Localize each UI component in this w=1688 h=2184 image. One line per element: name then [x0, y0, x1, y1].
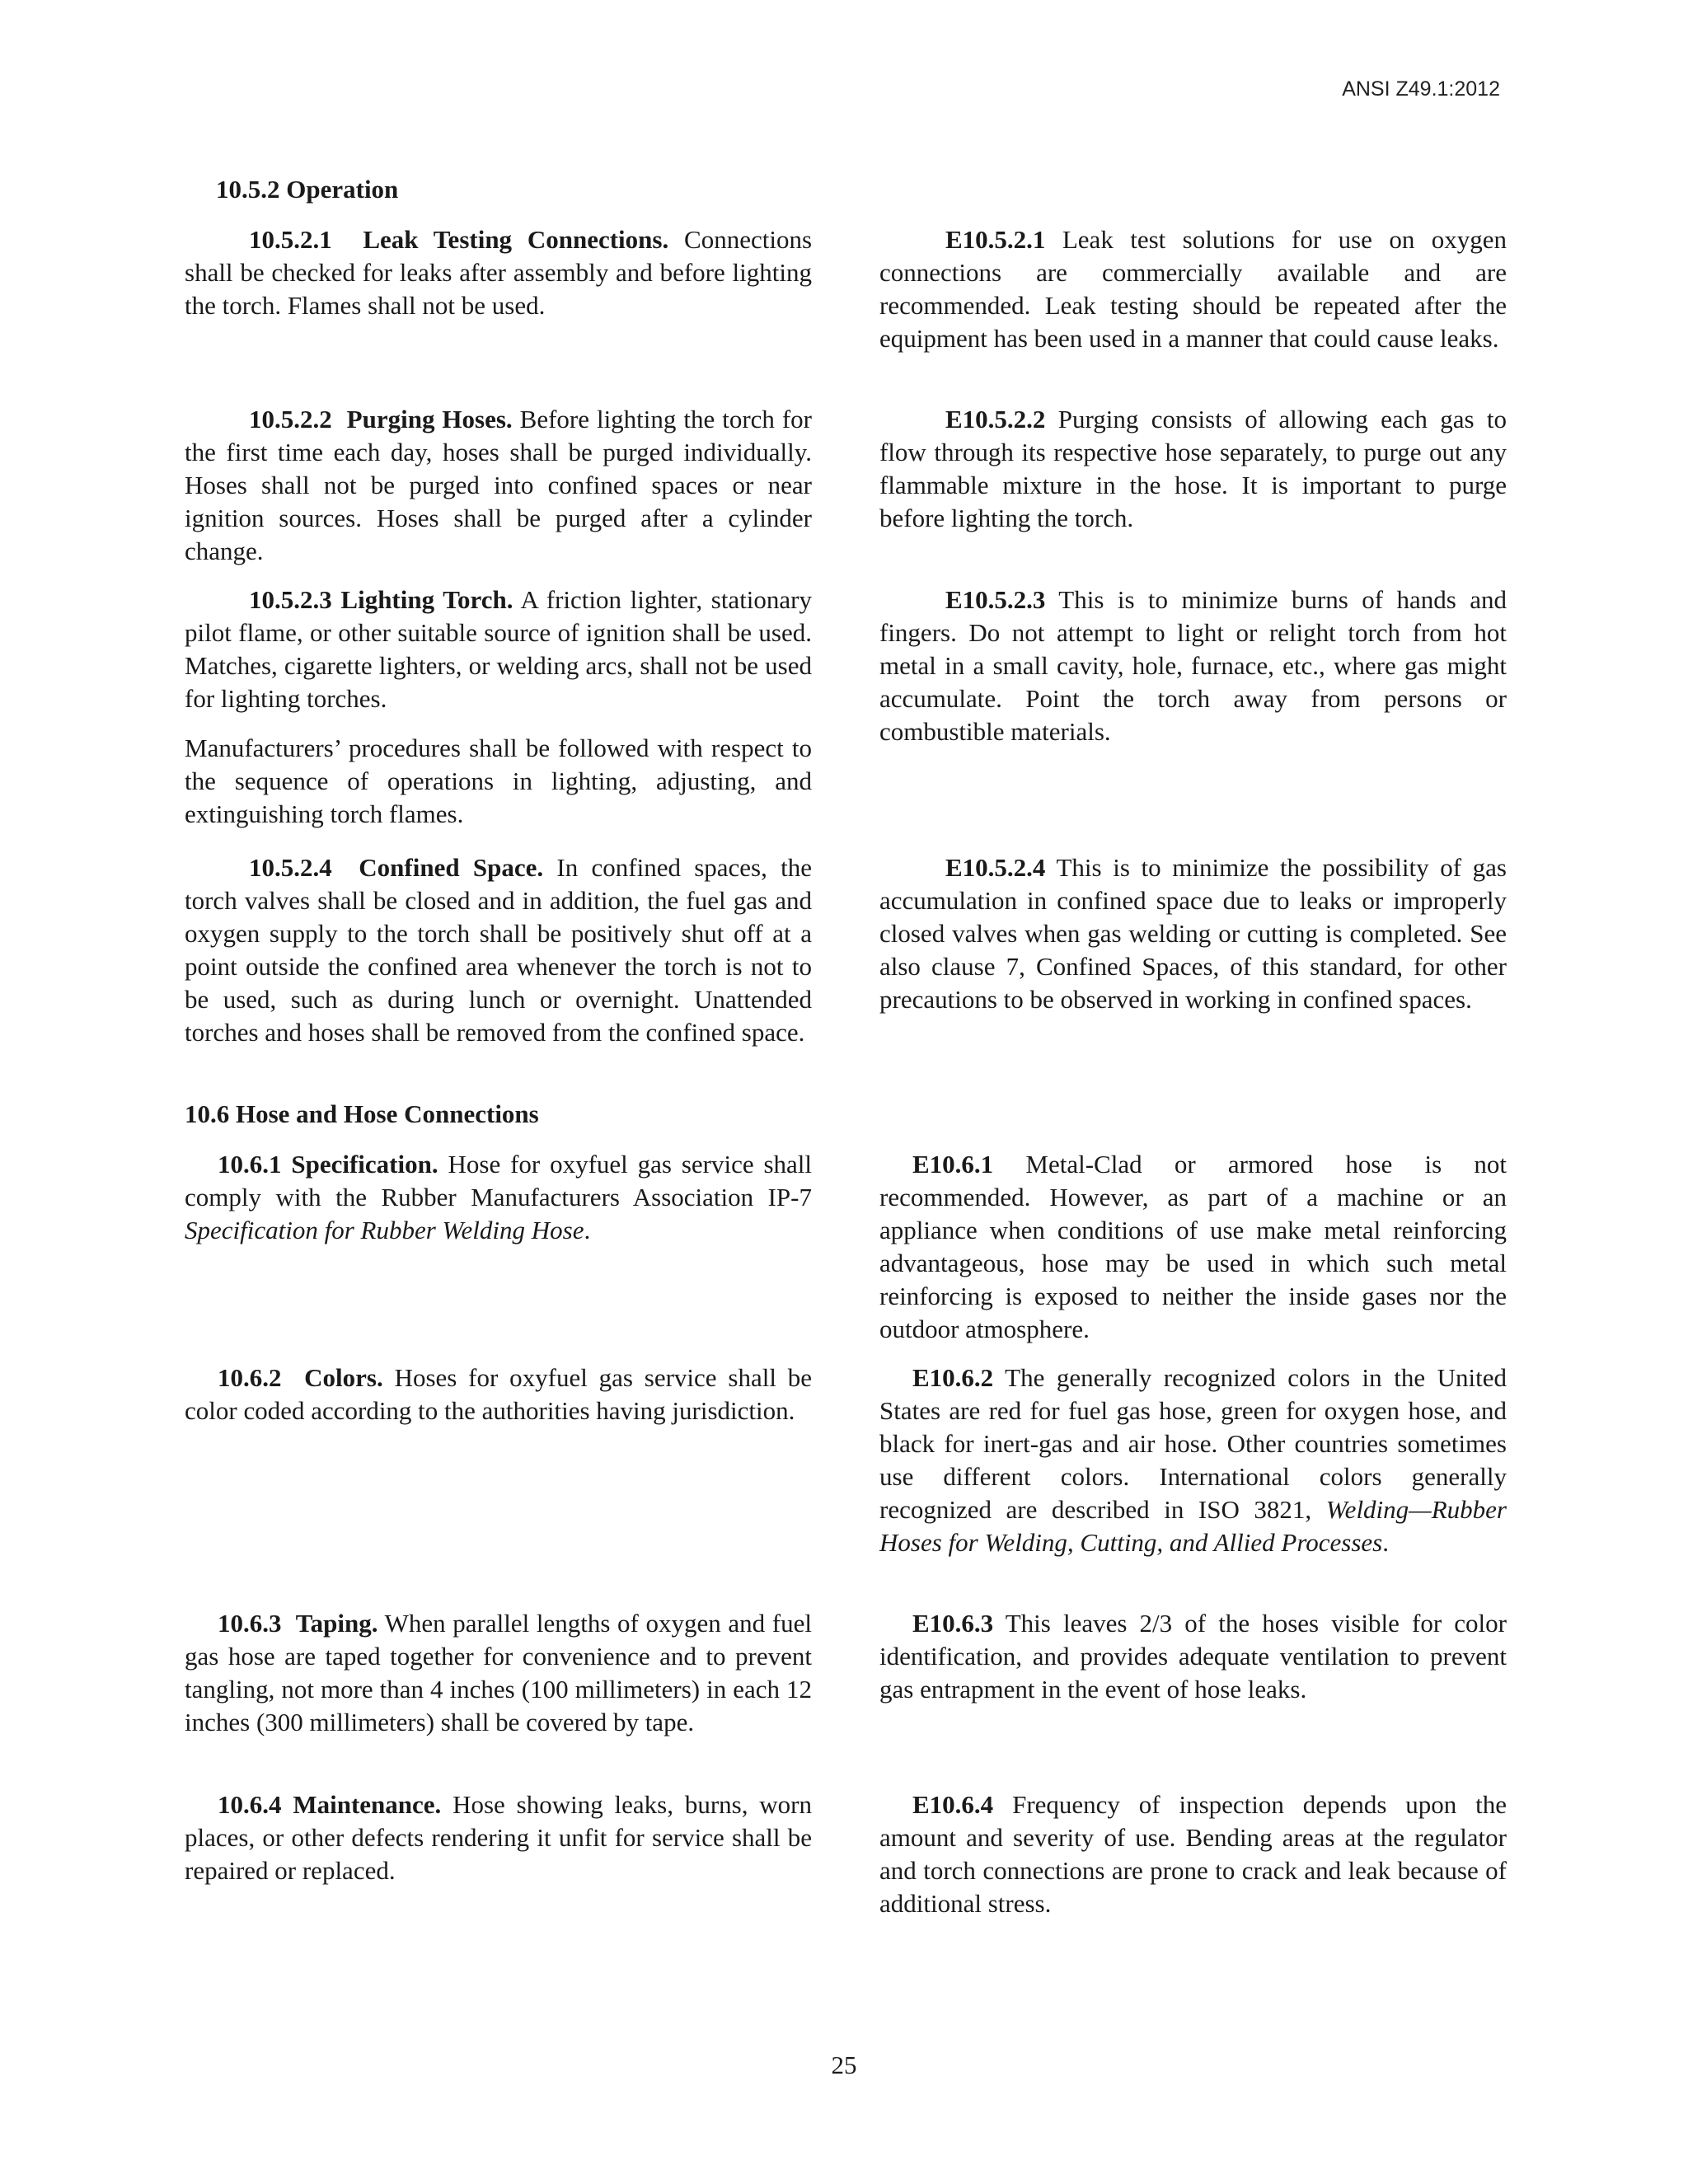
clause-10-6-1 — [185, 1148, 812, 1247]
clause-number: 10.5.2.3 — [249, 585, 332, 614]
clause-body: When parallel lengths of oxygen and fuel gas hose are taped together for convenience and to prevent tangling, not more than 4 inches (100 millimeters) in each 12 inches (300 millimeters) shall be covered by tape. — [185, 1609, 812, 1736]
explanation-body: This is to minimize burns of hands and fingers. Do not attempt to light or relight torch from hot metal in a small cavity, hole, furnace, etc., where gas might accumulate. Point the torch away from persons or combustible materials. — [879, 585, 1507, 746]
clause-text — [185, 583, 812, 715]
explanation-number: E10.6.1 — [912, 1150, 994, 1179]
clause-10-5-2-3 — [185, 583, 812, 715]
clause-text — [185, 1788, 812, 1887]
heading-text: 10.5.2 Operation — [216, 175, 399, 204]
explanation-e10-6-2 — [879, 1361, 1507, 1559]
clause-title: Purging Hoses. — [346, 405, 513, 434]
clause-text — [185, 851, 812, 1049]
clause-number: 10.6.1 — [218, 1150, 282, 1179]
clause-number: 10.6.4 — [218, 1790, 282, 1819]
clause-number: 10.5.2.1 — [249, 225, 332, 254]
explanation-body: This is to minimize the possibility of gas accumulation in confined space due to leaks or improperly closed valves when gas welding or cutting is completed. See also clause 7, Confined Spaces, of this standard, for other precautions to be observed in working in confined spaces. — [879, 853, 1507, 1014]
clause-title: Maintenance. — [293, 1790, 442, 1819]
explanation-text — [879, 1788, 1507, 1920]
explanation-end: . — [1382, 1528, 1389, 1557]
explanation-body: Frequency of inspection depends upon the amount and severity of use. Bending areas at the regulator and torch connections are prone to crack and leak because of additional stress. — [879, 1790, 1507, 1918]
clause-body: A friction lighter, stationary pilot flame, or other suitable source of ignition shall be used. Matches, cigarette lighters, or welding arcs, shall not be used for lighting torches. — [185, 585, 813, 713]
clause-10-6-4 — [185, 1788, 812, 1887]
clause-text — [185, 1607, 812, 1739]
explanation-body: The generally recognized colors in the United States are red for fuel gas hose, green for oxygen hose, and black for inert-gas and air hose. Other countries sometimes use different colors. International colors generally recognized are described in ISO 3821, — [879, 1363, 1507, 1524]
explanation-e10-5-2-1 — [879, 223, 1507, 355]
explanation-number: E10.6.3 — [912, 1609, 994, 1638]
explanation-e10-5-2-4 — [879, 851, 1507, 1016]
clause-title: Colors. — [304, 1363, 383, 1392]
clause-body: Connections shall be checked for leaks after assembly and before lighting the torch. Flames shall not be used. — [185, 225, 813, 320]
explanation-number: E10.6.2 — [912, 1363, 994, 1392]
clause-text — [185, 1148, 812, 1247]
clause-title: Lighting Torch. — [340, 585, 513, 614]
clause-end: . — [584, 1216, 591, 1244]
clause-10-5-2-2 — [185, 403, 812, 568]
explanation-text — [879, 403, 1507, 535]
clause-title: Taping. — [295, 1609, 378, 1638]
explanation-number: E10.6.4 — [912, 1790, 994, 1819]
clause-text — [185, 223, 812, 322]
clause-10-6-3 — [185, 1607, 812, 1739]
clause-10-5-2-1 — [185, 223, 812, 322]
explanation-e10-5-2-3 — [879, 583, 1507, 748]
explanation-text — [879, 851, 1507, 1016]
explanation-body: Leak test solutions for use on oxygen connections are commercially available and are recommended. Leak testing should be repeated after the equipment has been used in a manner that could cause leaks. — [879, 225, 1507, 353]
clause-text — [185, 403, 812, 568]
clause-body: Hoses for oxyfuel gas service shall be color coded according to the authorities having jurisdiction. — [185, 1363, 813, 1425]
clause-title: Leak Testing Connections. — [363, 225, 669, 254]
clause-number: 10.5.2.4 — [249, 853, 332, 882]
section-heading-10-5-2 — [216, 173, 398, 206]
clause-10-5-2-3-paragraph-2 — [185, 732, 812, 831]
clause-citation: Specification for Rubber Welding Hose — [185, 1216, 584, 1244]
explanation-text — [879, 1148, 1507, 1346]
explanation-e10-5-2-2 — [879, 403, 1507, 535]
explanation-body: This leaves 2/3 of the hoses visible for color identification, and provides adequate ventilation to prevent gas entrapment in the event of hose leaks. — [879, 1609, 1507, 1704]
explanation-number: E10.5.2.4 — [945, 853, 1046, 882]
clause-body: Before lighting the torch for the first time each day, hoses shall be purged individually. Hoses shall not be purged into confined spaces or near ignition sources. Hoses shall be purged after a cylinder change. — [185, 405, 813, 565]
clause-body: Hose showing leaks, burns, worn places, or other defects rendering it unfit for service shall be repaired or replaced. — [185, 1790, 812, 1885]
clause-number: 10.6.3 — [218, 1609, 282, 1638]
explanation-citation: Welding—Rubber Hoses for Welding, Cutting, and Allied Processes — [879, 1495, 1507, 1557]
section-heading-10-6 — [185, 1098, 539, 1131]
clause-text — [185, 1361, 812, 1427]
explanation-number: E10.5.2.2 — [945, 405, 1046, 434]
clause-body: In confined spaces, the torch valves shall be closed and in addition, the fuel gas and oxygen supply to the torch shall be positively shut off at a point outside the confined area whenever the torch is not to be used, such as during lunch or overnight. Unattended torches and hoses shall be removed from the confined space. — [185, 853, 813, 1047]
heading-text: 10.6 Hose and Hose Connections — [185, 1099, 539, 1128]
explanation-text — [879, 583, 1507, 748]
clause-10-6-2 — [185, 1361, 812, 1427]
explanation-text — [879, 1607, 1507, 1706]
explanation-body: Purging consists of allowing each gas to flow through its respective hose separately, to purge out any flammable mixture in the hose. It is important to purge before lighting the torch. — [879, 405, 1507, 532]
clause-title: Confined Space. — [359, 853, 544, 882]
explanation-e10-6-4 — [879, 1788, 1507, 1920]
clause-number: 10.6.2 — [218, 1363, 282, 1392]
document-id-header: ANSI Z49.1:2012 — [1342, 77, 1500, 101]
clause-title: Specification. — [291, 1150, 438, 1179]
explanation-number: E10.5.2.1 — [945, 225, 1046, 254]
clause-text: Manufacturers’ procedures shall be followed with respect to the sequence of operations in lighting, adjusting, and extinguishing torch flames. — [185, 733, 812, 828]
clause-number: 10.5.2.2 — [249, 405, 332, 434]
clause-10-5-2-4 — [185, 851, 812, 1049]
explanation-text — [879, 223, 1507, 355]
explanation-e10-6-3 — [879, 1607, 1507, 1706]
explanation-number: E10.5.2.3 — [945, 585, 1046, 614]
explanation-e10-6-1 — [879, 1148, 1507, 1346]
page-number: 25 — [831, 2050, 857, 2079]
explanation-text — [879, 1361, 1507, 1559]
clause-body: Hose for oxyfuel gas service shall comply with the Rubber Manufacturers Association IP-7 — [185, 1150, 813, 1212]
explanation-body: Metal-Clad or armored hose is not recommended. However, as part of a machine or an appliance when conditions of use make metal reinforcing advantageous, hose may be used in which such metal reinforcing is exposed to neither the inside gases nor the outdoor atmosphere. — [879, 1150, 1507, 1343]
